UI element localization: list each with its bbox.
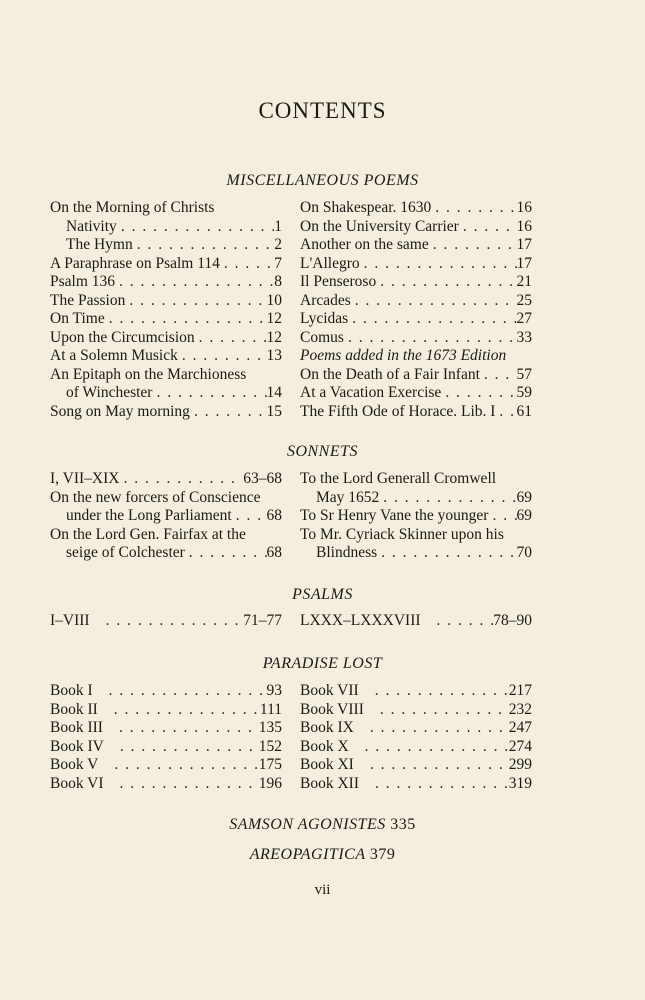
sonnets-left-column <box>50 470 282 563</box>
toc-entry-title: To Mr. Cyriack Skinner upon his <box>300 525 504 543</box>
toc-entry-title: An Epitaph on the Marchioness <box>50 365 247 383</box>
toc-entry-title: Book VIII <box>300 700 364 718</box>
dot-leader <box>359 682 509 701</box>
toc-entry <box>300 347 532 366</box>
toc-entry-page: 27 <box>516 310 532 327</box>
toc-entry-title: Book II <box>50 700 98 718</box>
dot-leader <box>348 310 516 329</box>
toc-entry <box>300 366 532 385</box>
dot-leader <box>115 273 274 292</box>
toc-entry <box>50 218 282 237</box>
toc-entry-title: Book V <box>50 756 99 773</box>
toc-entry-title: seige of Colchester <box>66 544 185 561</box>
toc-entry-page: 57 <box>516 365 532 383</box>
toc-entry-title: Book XII <box>300 774 359 792</box>
toc-entry-title: The Fifth Ode of Horace. Lib. I <box>300 402 496 420</box>
toc-entry <box>50 310 282 329</box>
areopagitica-entry <box>0 846 645 864</box>
dot-leader <box>349 738 509 757</box>
toc-entry <box>50 292 282 311</box>
toc-entry <box>50 470 282 489</box>
toc-entry-title: Poems added in the 1673 Edition <box>300 347 507 364</box>
toc-entry-page: 12 <box>266 310 282 327</box>
dot-leader <box>119 470 243 489</box>
toc-entry-title: On Shakespear. 1630 <box>300 199 432 216</box>
toc-entry-title: Book III <box>50 719 103 736</box>
page-title: CONTENTS <box>258 98 387 123</box>
dot-leader <box>185 544 267 563</box>
toc-entry <box>300 489 532 508</box>
toc-entry-page: 1 <box>274 217 282 235</box>
samson-title: SAMSON AGONISTES <box>229 816 386 833</box>
toc-entry-title: On the University Carrier <box>300 217 459 235</box>
dot-leader <box>98 701 260 720</box>
psalms-left-column <box>50 612 282 631</box>
toc-entry <box>50 682 282 701</box>
toc-entry-page: 93 <box>266 682 282 699</box>
toc-entry-title: May 1652 <box>316 488 380 506</box>
paradise-right-column <box>300 682 532 793</box>
samson-page: 335 <box>390 816 416 833</box>
toc-entry <box>300 384 532 403</box>
toc-entry-title: of Winchester <box>66 384 153 401</box>
toc-entry-page: 2 <box>274 236 282 253</box>
dot-leader <box>105 310 267 329</box>
toc-entry-page: 14 <box>266 384 282 401</box>
toc-entry <box>50 199 282 218</box>
toc-entry <box>300 719 532 738</box>
toc-entry <box>300 612 532 631</box>
toc-entry <box>300 292 532 311</box>
toc-entry-title: Book IV <box>50 737 104 755</box>
dot-leader <box>360 255 517 274</box>
dot-leader <box>431 199 516 218</box>
dot-leader <box>178 347 267 366</box>
toc-entry-page: 15 <box>266 402 282 420</box>
toc-entry <box>50 255 282 274</box>
toc-entry <box>300 738 532 757</box>
toc-entry-title: On the Lord Gen. Fairfax at the <box>50 525 246 543</box>
dot-leader <box>351 292 517 311</box>
toc-entry <box>50 489 282 508</box>
toc-entry <box>50 544 282 563</box>
toc-entry <box>300 507 532 526</box>
toc-entry-page: 274 <box>508 737 532 755</box>
dot-leader <box>98 756 258 775</box>
dot-leader <box>103 719 259 738</box>
toc-entry-page: 247 <box>508 719 532 736</box>
dot-leader <box>354 719 509 738</box>
dot-leader <box>104 775 259 794</box>
toc-entry <box>300 199 532 218</box>
samson-agonistes-entry <box>0 816 645 834</box>
toc-entry <box>50 329 282 348</box>
toc-entry-page: 33 <box>516 328 532 346</box>
dot-leader <box>90 612 244 631</box>
dot-leader <box>354 756 509 775</box>
toc-entry-page: 69 <box>516 488 532 506</box>
toc-entry <box>300 775 532 794</box>
toc-entry-page: 59 <box>516 384 532 401</box>
toc-entry <box>300 329 532 348</box>
toc-entry-title: Book VII <box>300 682 359 699</box>
toc-entry <box>50 273 282 292</box>
toc-entry <box>300 701 532 720</box>
toc-entry-page: 111 <box>259 700 282 718</box>
toc-entry-page: 135 <box>258 719 282 736</box>
toc-entry-page: 319 <box>508 774 532 792</box>
toc-entry-title: Another on the same <box>300 236 429 253</box>
dot-leader <box>104 738 259 757</box>
toc-entry <box>50 384 282 403</box>
toc-entry <box>50 756 282 775</box>
toc-entry-title: On Time <box>50 310 105 327</box>
toc-entry-page: 175 <box>258 756 282 773</box>
toc-entry-page: 7 <box>274 254 282 272</box>
dot-leader <box>376 273 516 292</box>
toc-entry-title: The Passion <box>50 291 126 309</box>
dot-leader <box>359 775 509 794</box>
toc-entry-page: 152 <box>258 737 282 755</box>
toc-entry-title: At a Solemn Musick <box>50 347 178 364</box>
toc-entry-page: 69 <box>516 507 532 524</box>
section-heading-miscellaneous: MISCELLANEOUS POEMS <box>226 172 419 189</box>
toc-entry-page: 25 <box>516 291 532 309</box>
dot-leader <box>220 255 274 274</box>
toc-entry <box>50 526 282 545</box>
toc-entry-title: L'Allegro <box>300 254 360 272</box>
toc-entry-title: On the Morning of Christs <box>50 199 215 216</box>
toc-entry-page: 68 <box>266 544 282 561</box>
toc-entry-page: 63–68 <box>243 470 282 487</box>
section-heading-sonnets: SONNETS <box>286 443 359 460</box>
toc-entry-title: I–VIII <box>50 612 90 629</box>
dot-leader <box>488 507 516 526</box>
section-heading-paradise-lost: PARADISE LOST <box>262 655 383 672</box>
toc-entry-page: 68 <box>266 507 282 524</box>
toc-entry <box>50 738 282 757</box>
toc-entry-title: On the Death of a Fair Infant <box>300 365 480 383</box>
toc-entry-title: Book I <box>50 682 93 699</box>
toc-entry-page: 61 <box>516 402 532 420</box>
toc-entry <box>300 403 532 422</box>
paradise-left-column <box>50 682 282 793</box>
dot-leader <box>429 236 517 255</box>
dot-leader <box>344 329 517 348</box>
dot-leader <box>195 329 267 348</box>
toc-entry-page: 70 <box>516 544 532 561</box>
toc-entry <box>50 701 282 720</box>
toc-entry-title: Il Penseroso <box>300 273 377 290</box>
toc-entry-page: 17 <box>516 254 532 272</box>
toc-entry <box>300 544 532 563</box>
toc-entry-page: 17 <box>516 236 532 253</box>
toc-entry-title: To the Lord Generall Cromwell <box>300 470 497 487</box>
toc-entry-title: under the Long Parliament <box>66 507 232 524</box>
toc-entry <box>300 236 532 255</box>
toc-entry-page: 217 <box>508 682 532 699</box>
dot-leader <box>152 384 266 403</box>
toc-entry-page: 71–77 <box>243 612 282 629</box>
toc-entry-title: Book VI <box>50 774 104 792</box>
toc-entry-title: On the new forcers of Conscience <box>50 488 261 506</box>
toc-entry-title: To Sr Henry Vane the younger <box>300 507 489 524</box>
toc-entry <box>50 719 282 738</box>
dot-leader <box>441 384 516 403</box>
toc-entry <box>300 470 532 489</box>
misc-left-column <box>50 199 282 421</box>
toc-entry-title: Psalm 136 <box>50 273 116 290</box>
toc-entry-title: Book XI <box>300 756 354 773</box>
dot-leader <box>190 403 267 422</box>
toc-entry-page: 13 <box>266 347 282 364</box>
sonnets-right-column <box>300 470 532 563</box>
toc-entry-page: 299 <box>508 756 532 773</box>
toc-entry-title: LXXX–LXXXVIII <box>300 612 421 629</box>
dot-leader <box>232 507 267 526</box>
dot-leader <box>379 489 516 508</box>
dot-leader <box>495 403 516 422</box>
dot-leader <box>133 236 275 255</box>
toc-entry-title: Nativity <box>66 217 117 235</box>
dot-leader <box>117 218 274 237</box>
areopagitica-title: AREOPAGITICA <box>249 846 366 863</box>
dot-leader <box>93 682 267 701</box>
toc-entry-title: Song on May morning <box>50 402 190 420</box>
toc-entry <box>50 612 282 631</box>
toc-entry <box>300 310 532 329</box>
toc-entry-title: Arcades <box>300 291 351 309</box>
toc-entry-page: 232 <box>508 700 532 718</box>
dot-leader <box>480 366 517 385</box>
toc-entry-title: Book IX <box>300 719 354 736</box>
toc-entry-page: 10 <box>266 291 282 309</box>
toc-entry <box>300 756 532 775</box>
dot-leader <box>364 701 509 720</box>
toc-entry-title: A Paraphrase on Psalm 114 <box>50 254 220 272</box>
toc-entry-page: 8 <box>274 273 282 290</box>
toc-entry-title: At a Vacation Exercise <box>300 384 442 401</box>
toc-entry-title: I, VII–XIX <box>50 470 120 487</box>
section-heading-psalms: PSALMS <box>292 586 353 603</box>
toc-entry-title: Book X <box>300 737 349 755</box>
toc-entry-title: Lycidas <box>300 310 349 327</box>
toc-entry <box>300 526 532 545</box>
dot-leader <box>459 218 517 237</box>
toc-entry-page: 196 <box>258 774 282 792</box>
toc-entry <box>50 236 282 255</box>
toc-entry-page: 16 <box>516 217 532 235</box>
dot-leader <box>421 612 494 631</box>
toc-entry <box>300 273 532 292</box>
toc-entry <box>50 775 282 794</box>
toc-entry <box>300 682 532 701</box>
toc-entry-title: Comus <box>300 328 344 346</box>
toc-entry <box>50 366 282 385</box>
toc-entry-page: 21 <box>516 273 532 290</box>
misc-right-column <box>300 199 532 421</box>
dot-leader <box>125 292 266 311</box>
toc-entry-page: 78–90 <box>493 612 532 629</box>
toc-entry <box>300 218 532 237</box>
toc-entry-page: 16 <box>516 199 532 216</box>
dot-leader <box>377 544 516 563</box>
psalms-right-column <box>300 612 532 631</box>
toc-entry <box>300 255 532 274</box>
toc-entry-title: Upon the Circumcision <box>50 328 195 346</box>
toc-entry-title: The Hymn <box>66 236 133 253</box>
toc-entry <box>50 507 282 526</box>
toc-entry-title: Blindness <box>316 544 378 561</box>
toc-entry <box>50 347 282 366</box>
page-number: vii <box>314 882 331 898</box>
toc-entry <box>50 403 282 422</box>
toc-entry-page: 12 <box>266 328 282 346</box>
areopagitica-page: 379 <box>369 846 396 863</box>
